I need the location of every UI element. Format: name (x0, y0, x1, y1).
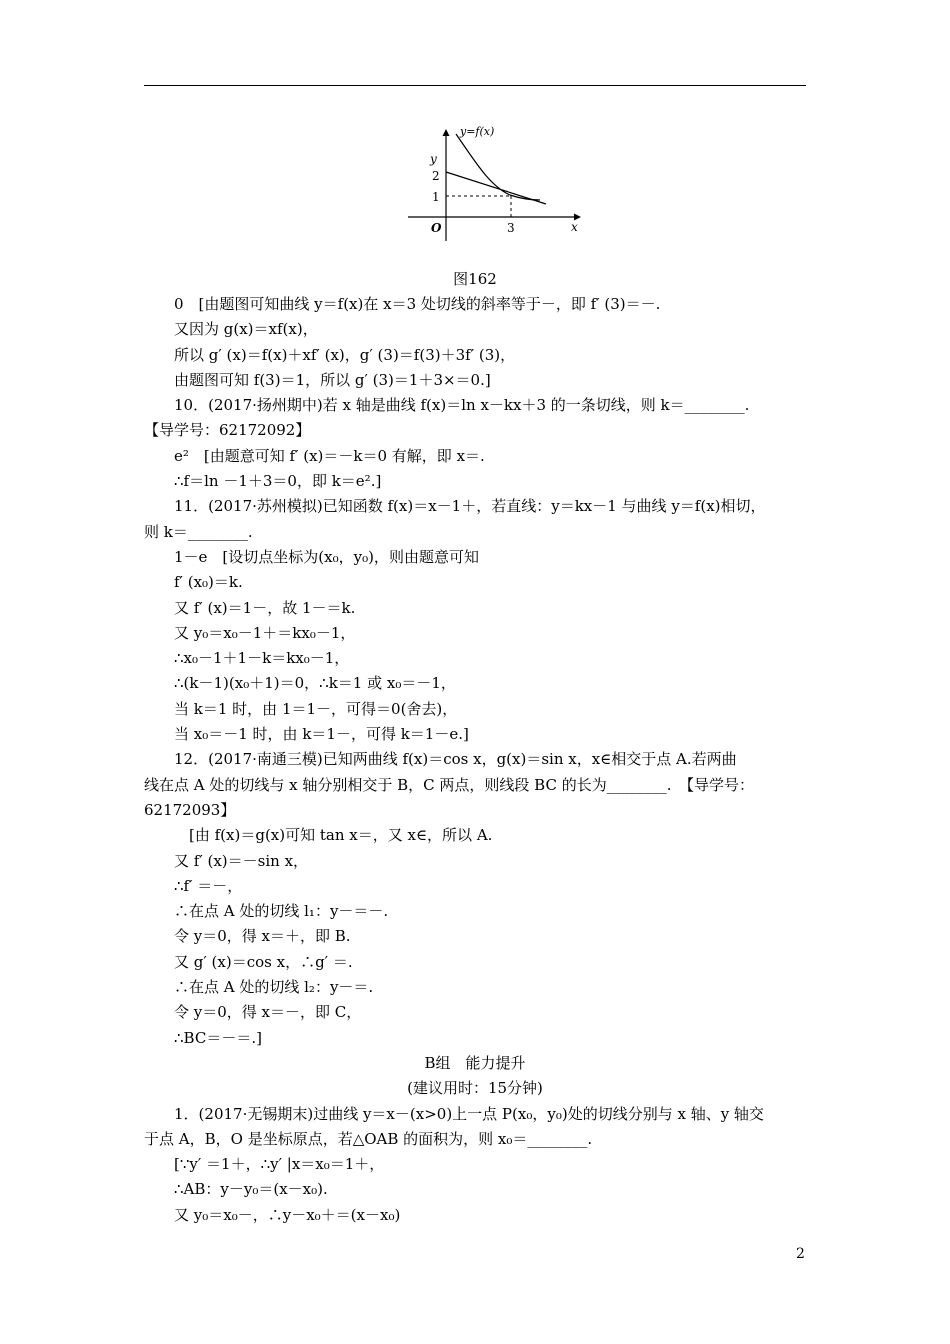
text-line: 当 k＝1 时，由 1＝1－，可得＝0(舍去)， (174, 699, 458, 718)
figure-caption: 图162 (453, 270, 497, 288)
text-line: f′ (x₀)＝k. (174, 573, 243, 592)
text-line: ∴f′ ＝－， (174, 876, 243, 895)
tick-label-2: 2 (432, 169, 440, 183)
text-line: 所以 g′ (x)＝f(x)＋xf′ (x)，g′ (3)＝f(3)＋3f′ (3)， (174, 345, 516, 364)
y-axis-arrow (443, 129, 450, 136)
text-line: ∴在点 A 处的切线 l₂：y－＝. (174, 978, 374, 997)
text-line: ∴x₀－1＋1－k＝kx₀－1， (174, 649, 350, 668)
text-line: 当 x₀＝－1 时，由 k＝1－，可得 k＝1－e.] (174, 725, 469, 744)
text-line: e² [由题意可知 f′ (x)＝－k＝0 有解，即 x＝. (174, 446, 485, 465)
text-line: B组 能力提升 (424, 1053, 526, 1072)
x-axis-label: x (571, 220, 578, 234)
text-line: 又 g′ (x)＝cos x，∴g′ ＝. (174, 952, 353, 971)
y-axis-label: y (430, 152, 437, 166)
text-line: 0 [由题图可知曲线 y＝f(x)在 x＝3 处切线的斜率等于－，即 f′ (3)＝－. (174, 295, 661, 313)
tangent-line (446, 172, 546, 204)
text-line: 又 f′ (x)＝1－，故 1－＝k. (174, 598, 356, 617)
curve-f (456, 134, 540, 200)
text-line: 12．(2017·南通三模)已知两曲线 f(x)＝cos x，g(x)＝sin x，x∈相交于点 A.若两曲 (174, 750, 737, 769)
text-line: 62172093】 (144, 800, 236, 819)
text-line: 10．(2017·扬州期中)若 x 轴是曲线 f(x)＝ln x－kx＋3 的一条切线，则 k＝________. (174, 396, 750, 415)
text-line: 线在点 A 处的切线与 x 轴分别相交于 B，C 两点，则线段 BC 的长为________. 【导学号： (144, 775, 754, 794)
text-line: 令 y＝0，得 x＝－，即 C， (174, 1003, 362, 1022)
text-line: 又 f′ (x)＝－sin x， (174, 851, 309, 870)
text-line: [∵y′ ＝1＋，∴y′ |x＝x₀＝1＋， (174, 1155, 385, 1174)
origin-label: O (431, 221, 442, 235)
text-line: ∴BC＝－＝.] (174, 1028, 262, 1047)
curve-label: y=f(x) (460, 125, 495, 138)
page-number: 2 (796, 1246, 805, 1262)
text-line: ∴f＝ln －1＋3＝0，即 k＝e².] (174, 472, 382, 491)
text-line: (建议用时：15分钟) (407, 1079, 543, 1098)
text-line: ∴在点 A 处的切线 l₁：y－＝－. (174, 902, 389, 921)
text-line: 由题图可知 f(3)＝1，所以 g′ (3)＝1＋3×＝0.] (174, 370, 491, 389)
text-line: [由 f(x)＝g(x)可知 tan x＝，又 x∈，所以 A. (189, 826, 493, 845)
text-line: 11．(2017·苏州模拟)已知函数 f(x)＝x－1＋，若直线：y＝kx－1 与曲线 y＝f(x)相切， (174, 497, 766, 516)
text-line: ∴AB：y－y₀＝(x－x₀). (174, 1180, 328, 1199)
tick-label-3: 3 (507, 221, 515, 235)
text-line: 1－e [设切点坐标为(x₀，y₀)，则由题意可知 (174, 547, 479, 566)
text-line: 又 y₀＝x₀－1＋＝kx₀－1， (174, 623, 356, 642)
text-line: 于点 A，B，O 是坐标原点，若△OAB 的面积为，则 x₀＝________. (144, 1129, 593, 1148)
text-body (144, 292, 806, 1228)
header-rule (144, 85, 806, 86)
text-line: ∴(k－1)(x₀＋1)＝0，∴k＝1 或 x₀＝－1， (174, 674, 456, 693)
text-line: 令 y＝0，得 x＝＋，即 B. (174, 927, 351, 946)
text-line: 又因为 g(x)＝xf(x)， (174, 320, 318, 339)
text-line: 1．(2017·无锡期末)过曲线 y＝x－(x>0)上一点 P(x₀，y₀)处的切线分别与 x 轴、y 轴交 (174, 1104, 764, 1123)
figure-graph (398, 118, 584, 242)
tick-label-1: 1 (432, 190, 440, 204)
text-line: 又 y₀＝x₀－，∴y－x₀＋＝(x－x₀) (174, 1205, 401, 1224)
text-line: 则 k＝________. (144, 522, 253, 541)
text-line: 【导学号：62172092】 (144, 421, 311, 440)
